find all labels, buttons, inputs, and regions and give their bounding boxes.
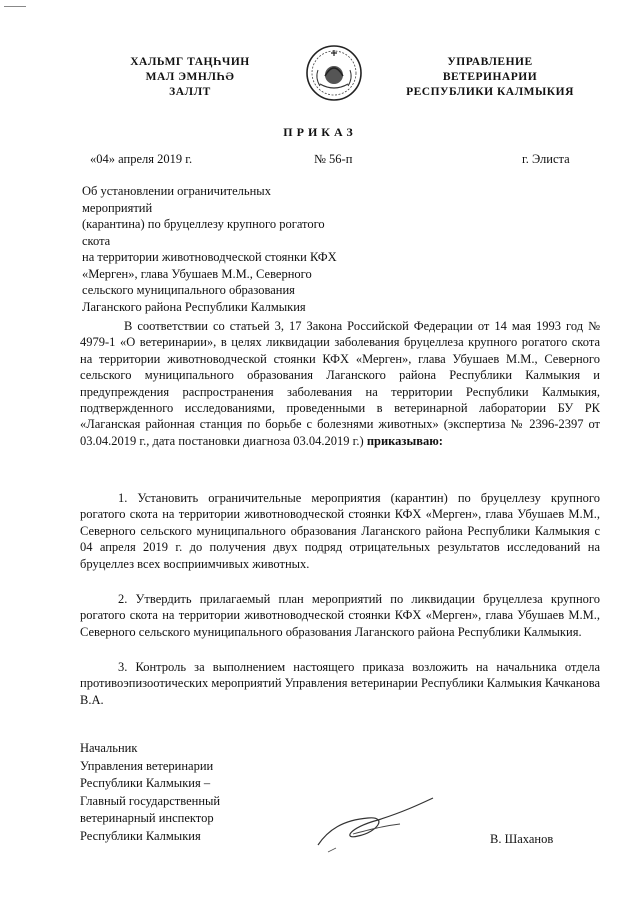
header-right-line: УПРАВЛЕНИЕ <box>447 56 533 68</box>
emblem-icon <box>304 42 364 104</box>
handwritten-signature <box>308 790 458 860</box>
order-item-2: 2. Утвердить прилагаемый план мероприятий по ликвидации бруцеллеза крупного рогатого скота на территории животноводческой стоянки КФХ «Мерген», глава Убушаев М.М., Северного сельского муниципального образования Лаганского района Республики Калмыкия. <box>80 592 600 639</box>
order-number: № 56-п <box>314 152 353 166</box>
preamble-paragraph <box>80 318 600 449</box>
subject-line: на территории животноводческой стоянки КФХ <box>82 250 337 264</box>
subject-line: Об установлении ограничительных мероприятий <box>82 184 271 215</box>
order-subject <box>82 183 342 315</box>
position-line: ветеринарный инспектор <box>80 811 214 825</box>
signatory-position <box>80 740 280 845</box>
subject-line: сельского муниципального образования <box>82 283 295 297</box>
header-right-line: РЕСПУБЛИКИ КАЛМЫКИЯ <box>406 86 574 98</box>
header-right-line: ВЕТЕРИНАРИИ <box>442 71 538 83</box>
position-line: Главный государственный <box>80 793 221 808</box>
position-line: Республики Калмыкия <box>80 828 201 843</box>
order-item-3: 3. Контроль за выполнением настоящего приказа возложить на начальника отдела противоэпизоотических мероприятий Управления ветеринарии Республики Калмыкия Качканова В.А. <box>80 660 600 707</box>
header-left-title <box>105 55 275 100</box>
position-line: Управления ветеринарии <box>80 758 214 773</box>
preamble-text: В соответствии со статьей 3, 17 Закона Российской Федерации от 14 мая 1993 год № 4979-1 «О ветеринарии», в целях ликвидации заболевания бруцеллеза крупного рогатого скота на территории животноводческой стоянки КФХ «Мерген», глава Убушаев М.М., Северного сельского муниципального образования Лаганского района Республики Калмыкия и предупреждения распространения заболевания на территории Республики Калмыкия, подтвержденного исследованиями, проведенными в ветеринарной лаборатории БУ РК «Лаганская районная станция по борьбе с болезнями животных» (экспертиза № 2396-2397 от 03.04.2019 г., дата постановки диагноза 03.04.2019 г.) <box>80 319 600 448</box>
order-place: г. Элиста <box>522 152 570 166</box>
position-line: Республики Калмыкия – <box>80 776 211 790</box>
header-left-line: ЗАЛЛТ <box>169 86 211 98</box>
order-item-1: 1. Установить ограничительные мероприятия (карантин) по бруцеллезу крупного рогатого скота на территории животноводческой стоянки КФХ «Мерген», глава Убушаев М.М., Северного сельского муниципального образования Лаганского района Республики Калмыкия с 04 апреля 2019 г. до получения двух подряд отрицательных результатов исследований на бруцеллез всех восприимчивых животных. <box>80 491 600 571</box>
header-right-title <box>380 55 600 100</box>
header-left-line: ХАЛЬМГ ТАҢҺЧИН <box>130 56 250 68</box>
header-left-line: МАЛ ЭМНЛҺӘ <box>145 71 235 83</box>
subject-line: Лаганского района Республики Калмыкия <box>82 299 306 314</box>
position-line: Начальник <box>80 741 138 755</box>
subject-line: «Мерген», глава Убушаев М.М., Северного <box>82 266 312 281</box>
order-date: «04» апреля 2019 г. <box>90 152 193 166</box>
subject-line: (карантина) по бруцеллезу крупного рогатого скота <box>82 217 325 248</box>
order-title: ПРИКАЗ <box>283 125 357 139</box>
signatory-name: В. Шаханов <box>490 832 554 846</box>
scan-mark <box>4 6 26 7</box>
order-word: приказываю: <box>366 433 443 448</box>
